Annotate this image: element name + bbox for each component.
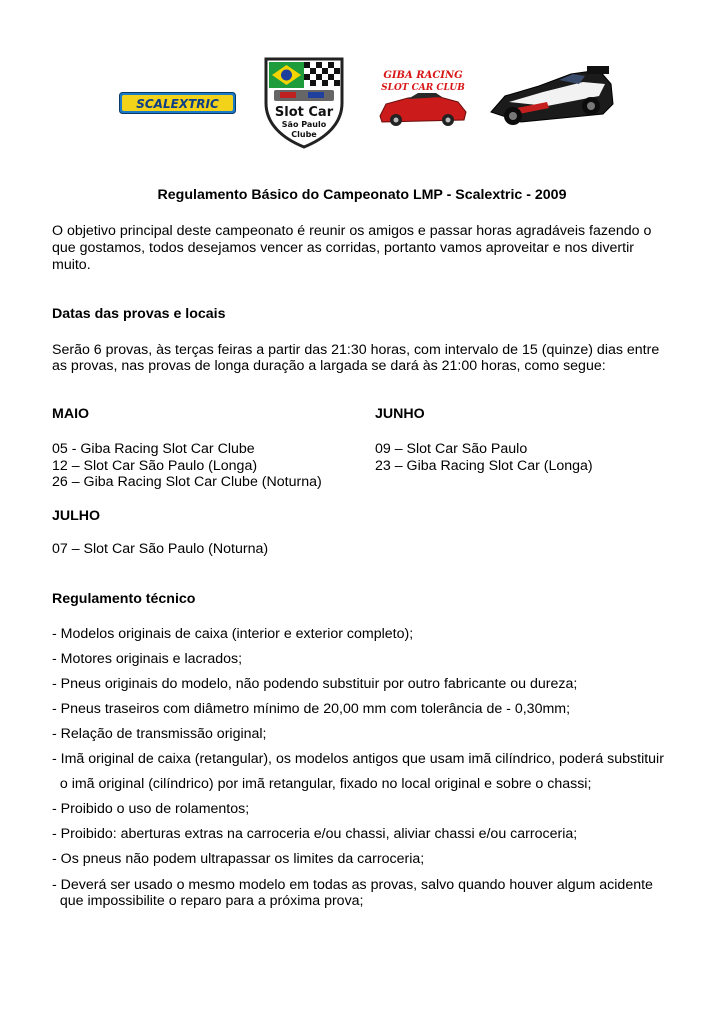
giba-line-2: SLOT CAR CLUB <box>381 83 465 93</box>
rule-item: - Os pneus não podem ultrapassar os limites da carroceria; <box>52 851 425 867</box>
slot-car-sao-paulo-shield-logo <box>262 55 346 149</box>
rule-item: - Deverá ser usado o mesmo modelo em todas as provas, salvo quando houver algum acidente <box>52 877 653 893</box>
dates-heading: Datas das provas e locais <box>52 306 226 322</box>
rule-item: - Modelos originais de caixa (interior e exterior completo); <box>52 626 414 642</box>
maio-item: 05 - Giba Racing Slot Car Clube <box>52 441 255 457</box>
julho-item: 07 – Slot Car São Paulo (Noturna) <box>52 541 269 557</box>
giba-line-1: GIBA RACING <box>383 70 463 81</box>
giba-racing-logo <box>374 64 472 130</box>
rule-item-continuation: que impossibilite o reparo para a próxima prova; <box>52 893 364 909</box>
rule-item: - Proibido o uso de rolamentos; <box>52 801 250 817</box>
month-maio-label: MAIO <box>52 406 90 422</box>
shield-line-2: São Paulo <box>281 120 327 129</box>
scalextric-logo-text: SCALEXTRIC <box>136 97 219 111</box>
junho-item: 23 – Giba Racing Slot Car (Longa) <box>375 458 593 474</box>
rule-item: - Relação de transmissão original; <box>52 726 267 742</box>
rule-item: - Pneus originais do modelo, não podendo substituir por outro fabricante ou dureza; <box>52 676 578 692</box>
maio-item: 26 – Giba Racing Slot Car Clube (Noturna) <box>52 474 322 490</box>
dates-text-line-2: as provas, nas provas de longa duração a largada se dará às 21:00 horas, como segue: <box>52 358 606 374</box>
rule-item-continuation: o imã original (cilíndrico) por imã retangular, fixado no local original e sobre o chassi; <box>52 776 592 792</box>
junho-item: 09 – Slot Car São Paulo <box>375 441 528 457</box>
month-junho-label: JUNHO <box>375 406 425 422</box>
intro-line-3: muito. <box>52 257 91 273</box>
rule-item: - Imã original de caixa (retangular), os modelos antigos que usam imã cilíndrico, poderá substituir <box>52 751 664 767</box>
intro-line-2: que gostamos, todos desejamos vencer as corridas, portanto vamos aproveitar e nos divertir <box>52 240 634 256</box>
logo-strip <box>0 52 724 152</box>
document-title: Regulamento Básico do Campeonato LMP - Scalextric - 2009 <box>157 187 567 203</box>
maio-item: 12 – Slot Car São Paulo (Longa) <box>52 458 258 474</box>
dates-text-line-1: Serão 6 provas, às terças feiras a partir das 21:30 horas, com intervalo de 15 (quinze) dias entre <box>52 342 660 358</box>
lmp-car-image <box>487 62 617 134</box>
rule-item: - Pneus traseiros com diâmetro mínimo de 20,00 mm com tolerância de - 0,30mm; <box>52 701 571 717</box>
intro-line-1: O objetivo principal deste campeonato é reunir os amigos e passar horas agradáveis fazendo o <box>52 223 652 239</box>
rule-item: - Proibido: aberturas extras na carroceria e/ou chassi, aliviar chassi e/ou carroceria; <box>52 826 578 842</box>
shield-line-1: Slot Car <box>274 105 334 120</box>
technical-rules-heading: Regulamento técnico <box>52 591 196 607</box>
rule-item: - Motores originais e lacrados; <box>52 651 243 667</box>
shield-line-3: Clube <box>291 130 317 139</box>
month-julho-label: JULHO <box>52 508 101 524</box>
scalextric-logo <box>119 92 236 114</box>
